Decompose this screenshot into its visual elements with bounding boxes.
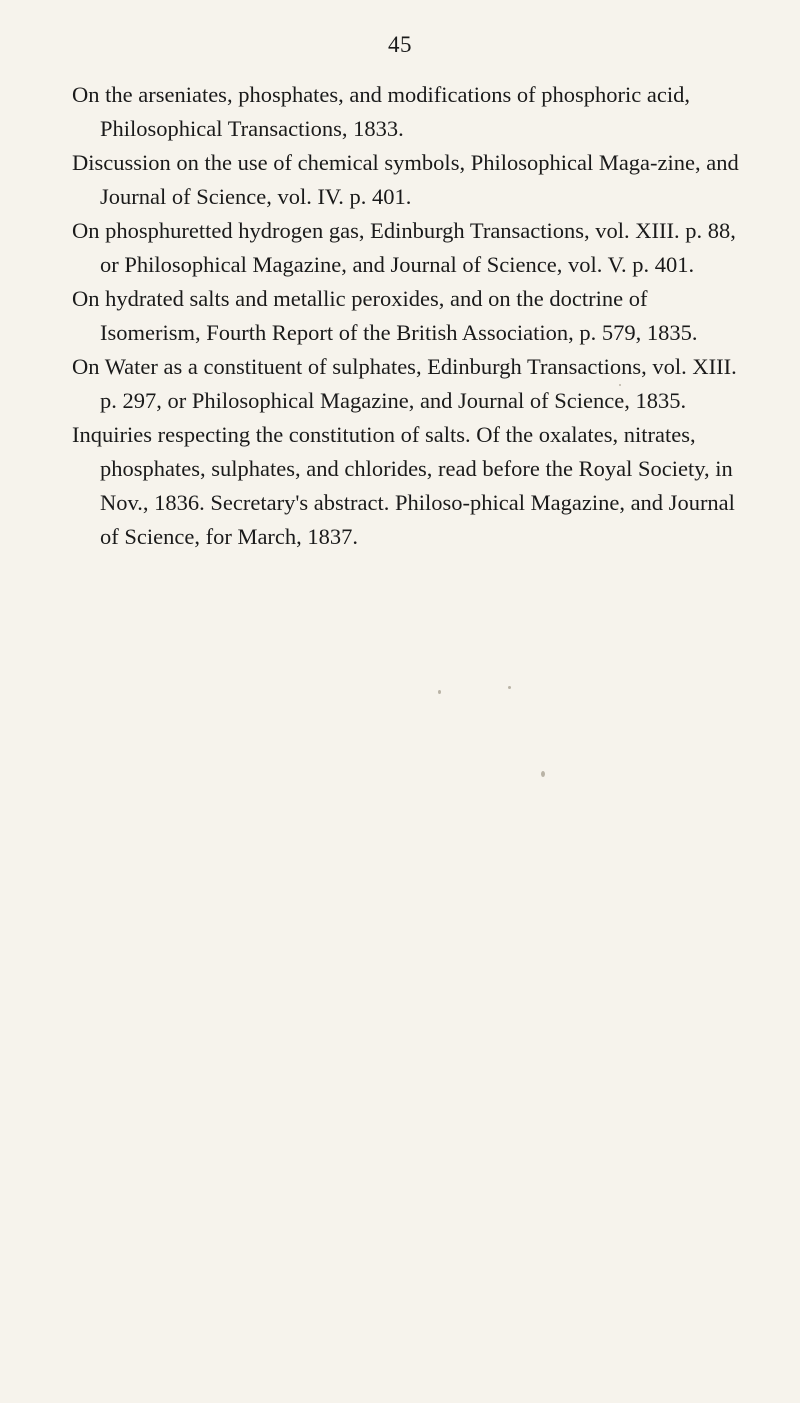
bibliography-entry: On the arseniates, phosphates, and modifications of phosphoric acid, Philosophical Transactions, 1833. [72,82,690,141]
page-number: 45 [388,32,412,57]
bibliography-list [72,78,740,554]
paper-speck [541,771,545,777]
bibliography-entry: Discussion on the use of chemical symbols, Philosophical Maga-zine, and Journal of Science, vol. IV. p. 401. [72,150,739,209]
bibliography-entry: On Water as a constituent of sulphates, Edinburgh Transactions, vol. XIII. p. 297, or Philosophical Magazine, and Journal of Science, 1835. [72,354,737,413]
paper-speck [438,690,441,694]
bibliography-entry: On hydrated salts and metallic peroxides, and on the doctrine of Isomerism, Fourth Report of the British Association, p. 579, 1835. [72,286,698,345]
paper-speck [619,384,621,386]
bibliography-entry: Inquiries respecting the constitution of salts. Of the oxalates, nitrates, phosphates, sulphates, and chlorides, read before the Royal Society, in Nov., 1836. Secretary's abstract. Philoso-phical Magazine, and Journal of Science, for March, 1837. [72,422,735,549]
paper-speck [508,686,511,689]
bibliography-entry: On phosphuretted hydrogen gas, Edinburgh Transactions, vol. XIII. p. 88, or Philosophical Magazine, and Journal of Science, vol. V. p. 401. [72,218,736,277]
